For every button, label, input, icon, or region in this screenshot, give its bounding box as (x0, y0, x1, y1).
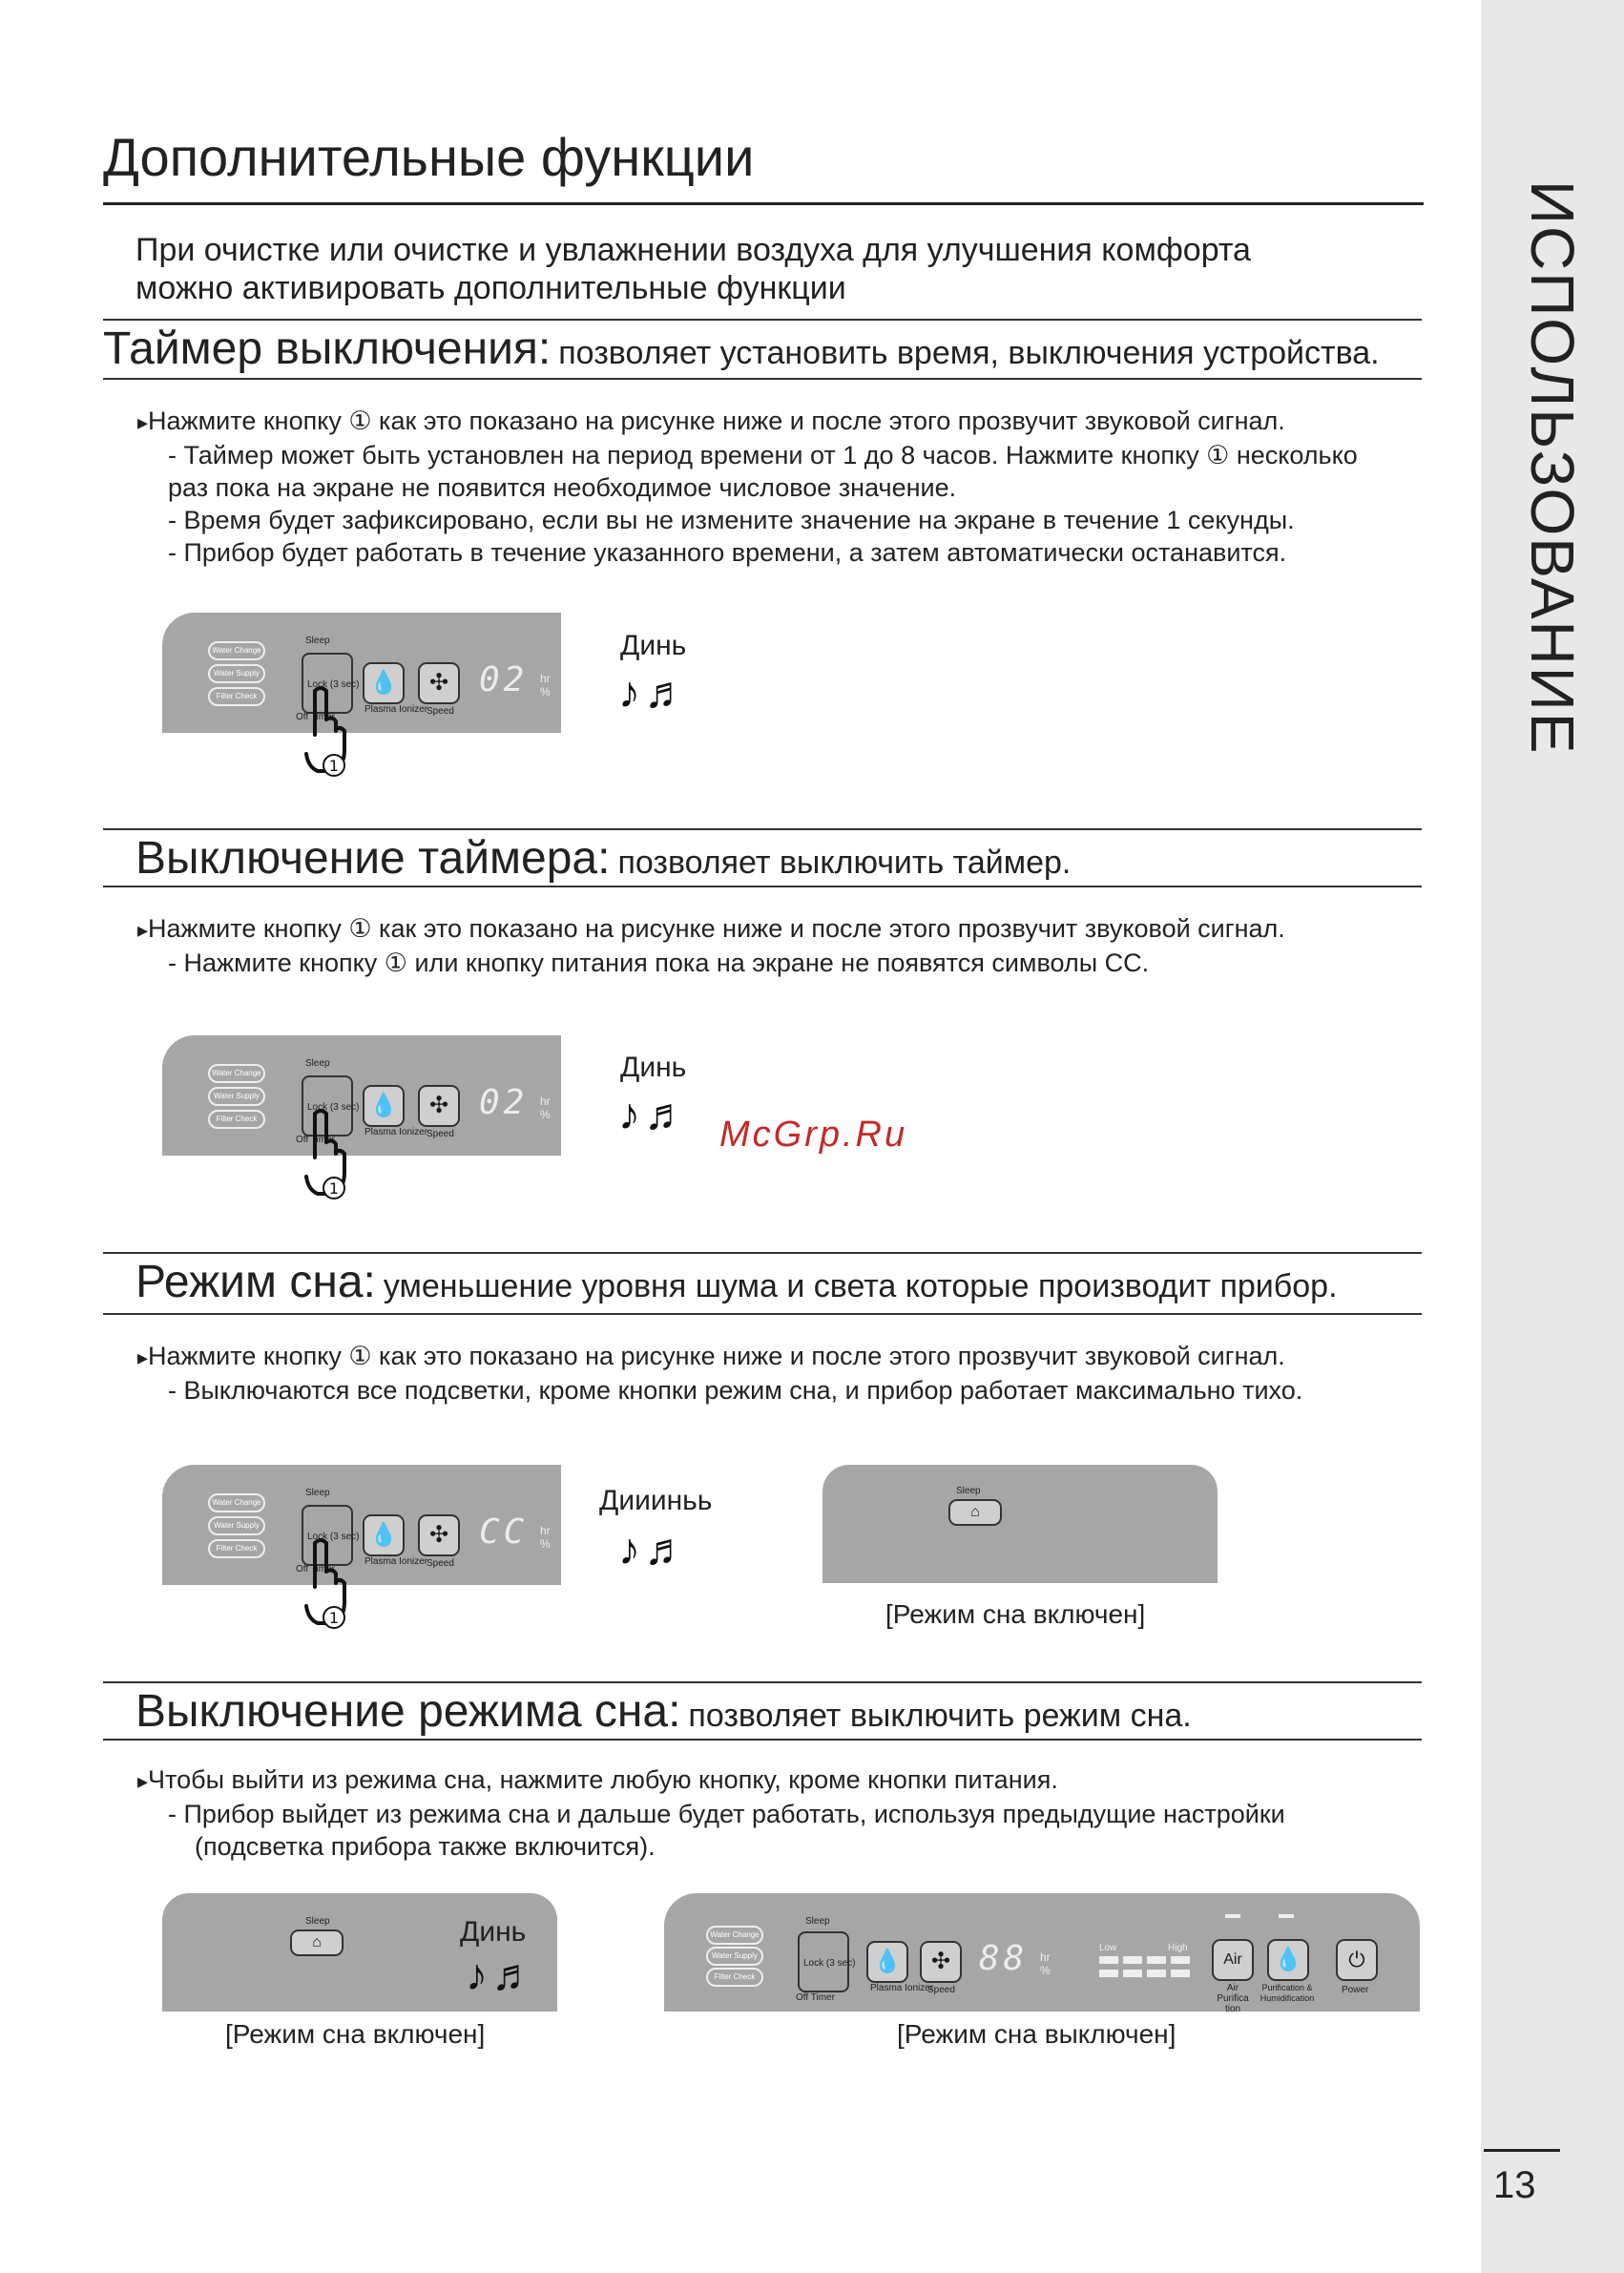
speed-label: Speed (427, 1558, 454, 1569)
sound-label: Диииньь (599, 1485, 713, 1516)
lock-label: Lock (3 sec) (803, 1958, 856, 1969)
sleep-button[interactable]: ⌂ (948, 1499, 1002, 1526)
water-supply-indicator: Water Supply (208, 1516, 265, 1535)
timer-display: 02 (479, 1083, 529, 1122)
section-instructions: ▸ Чтобы выйти из режима сна, нажмите любую кнопку, кроме кнопки питания. - Прибор выйдет из режима сна и дальше будет работать, используя предыдущие настройки (подсветка прибора также включится). (137, 1763, 1285, 1863)
filter-check-indicator: Filter Check (208, 1110, 265, 1129)
filter-check-indicator: Filter Check (208, 1539, 265, 1558)
off-timer-label: Off Timer (296, 1135, 335, 1145)
svg-text:1: 1 (328, 1609, 340, 1627)
music-notes-icon: ♪♬ (618, 1524, 692, 1574)
water-supply-indicator: Water Supply (706, 1947, 763, 1966)
music-notes-icon: ♪♬ (618, 667, 692, 717)
plasma-label: Plasma Ionizer (364, 1556, 428, 1567)
music-notes-icon: ♪♬ (466, 1950, 539, 1999)
off-timer-label: Off Timer (296, 1564, 335, 1574)
section-heading-off-timer: Таймер выключения: позволяет установить время, выключения устройства. (103, 323, 1380, 374)
humidification-button[interactable]: 💧 (1267, 1939, 1309, 1981)
sleep-on-caption: [Режим сна включен] (885, 1599, 1146, 1629)
humid-mode-led (1279, 1914, 1294, 1918)
section-rule (103, 828, 1422, 830)
page-number: 13 (1493, 2164, 1536, 2206)
water-change-indicator: Water Change (208, 641, 265, 660)
sleep-label: Sleep (305, 1916, 330, 1927)
lock-label: Lock (3 sec) (307, 1102, 360, 1113)
hr-percent-label: hr % (540, 672, 551, 699)
sleep-label: Sleep (305, 1058, 330, 1069)
water-supply-indicator: Water Supply (208, 1087, 265, 1106)
section-instructions: ▸ Нажмите кнопку ① как это показано на рисунке ниже и после этого прозвучит звуковой сигнал. - Таймер может быть установлен на период времени от 1 до 8 часов. Нажмите кнопку ① несколько раз пока на экране не появится необходимое числовое значение. - Время будет зафиксировано, если вы не измените значение на экране в течение 1 секунды. - Прибор будет работать в течение указанного времени, а затем автоматически останавится. (137, 405, 1358, 569)
control-panel (162, 1465, 561, 1585)
hr-percent-label: hr % (540, 1524, 551, 1551)
speed-label: Speed (427, 706, 454, 717)
lock-label: Lock (3 sec) (307, 1532, 360, 1542)
sound-label: Динь (460, 1916, 527, 1948)
section-rule (103, 886, 1422, 887)
filter-check-indicator: Filter Check (706, 1968, 763, 1987)
timer-display: 02 (479, 660, 529, 699)
section-heading-sleep-mode: Режим сна: уменьшение уровня шума и света которые производит прибор. (135, 1257, 1338, 1307)
power-label: Power (1342, 1985, 1369, 1995)
sleep-on-caption: [Режим сна включен] (225, 2019, 486, 2049)
speed-button[interactable]: ✣ (418, 1085, 460, 1127)
music-notes-icon: ♪♬ (618, 1089, 692, 1138)
pointing-hand-icon (302, 1535, 359, 1631)
filter-check-indicator: Filter Check (208, 687, 265, 706)
water-supply-indicator: Water Supply (208, 664, 265, 683)
chapter-title: ИСПОЛЬЗОВАНИЕ (1518, 179, 1587, 756)
section-instructions: ▸ Нажмите кнопку ① как это показано на рисунке ниже и после этого прозвучит звуковой сигнал. - Выключаются все подсветки, кроме кнопки режим сна, и прибор работает максимально тихо. (137, 1340, 1302, 1407)
title-rule (103, 202, 1424, 205)
sleep-off-caption: [Режим сна выключен] (897, 2019, 1176, 2049)
section-heading-cancel-timer: Выключение таймера: позволяет выключить таймер. (135, 833, 1072, 884)
plasma-button[interactable]: 💧 (363, 662, 405, 704)
air-purification-button[interactable]: Air (1212, 1939, 1254, 1981)
speed-button[interactable]: ✣ (418, 662, 460, 704)
section-rule (103, 1252, 1422, 1254)
section-instructions: ▸ Нажмите кнопку ① как это показано на рисунке ниже и после этого прозвучит звуковой сигнал. - Нажмите кнопку ① или кнопку питания пока на экране не появятся символы CC. (137, 912, 1285, 979)
sound-label: Динь (620, 630, 687, 661)
humidification-label: Purification & Humidification (1260, 1983, 1315, 2003)
timer-display: 88 (979, 1939, 1029, 1978)
section-rule (103, 1313, 1422, 1315)
section-rule (103, 1681, 1422, 1683)
sleep-label: Sleep (805, 1916, 830, 1927)
humidity-level-bar (1099, 1970, 1191, 1977)
control-panel (162, 613, 561, 733)
plasma-button[interactable]: 💧 (866, 1941, 908, 1983)
watermark: McGrp.Ru (719, 1115, 908, 1155)
speed-high-label: High (1168, 1943, 1188, 1953)
full-control-panel (664, 1893, 1420, 2012)
air-purification-label: Air Purifica tion (1217, 1983, 1249, 2014)
plasma-label: Plasma Ionizer (364, 1127, 428, 1137)
sleep-mode-panel (822, 1465, 1218, 1583)
off-timer-label: Off Timer (796, 1992, 835, 2003)
sleep-mode-panel (162, 1893, 557, 2012)
air-mode-led (1225, 1914, 1240, 1918)
sleep-label: Sleep (956, 1486, 981, 1496)
sleep-label: Sleep (305, 1488, 330, 1498)
plasma-button[interactable]: 💧 (363, 1514, 405, 1556)
speed-label: Speed (927, 1985, 955, 1995)
section-rule (103, 1739, 1422, 1741)
page-title: Дополнительные функции (103, 127, 755, 187)
sleep-label: Sleep (305, 636, 330, 646)
control-panel (162, 1035, 561, 1156)
water-change-indicator: Water Change (706, 1926, 763, 1945)
intro-text: При очистке или очистке и увлажнении воздуха для улучшения комфорта можно активировать дополнительные функции (135, 232, 1251, 306)
water-change-indicator: Water Change (208, 1064, 265, 1083)
section-rule (103, 378, 1422, 380)
section-rule (103, 319, 1422, 321)
pointing-hand-icon (302, 683, 359, 779)
speed-low-label: Low (1099, 1943, 1117, 1953)
power-button[interactable]: ⏻ (1336, 1939, 1378, 1981)
timer-display: CC (479, 1512, 529, 1552)
svg-text:1: 1 (328, 757, 340, 775)
plasma-label: Plasma Ionizer (364, 704, 428, 715)
svg-text:1: 1 (328, 1179, 340, 1198)
off-timer-label: Off Timer (296, 712, 335, 722)
hr-percent-label: hr % (1040, 1950, 1051, 1977)
water-change-indicator: Water Change (208, 1493, 265, 1512)
sleep-button[interactable]: ⌂ (290, 1929, 344, 1956)
speed-label: Speed (427, 1129, 454, 1139)
speed-button[interactable]: ✣ (920, 1941, 962, 1983)
plasma-label: Plasma Ionizer (870, 1983, 934, 1993)
hr-percent-label: hr % (540, 1095, 551, 1121)
sound-label: Динь (620, 1052, 687, 1083)
pointing-hand-icon (302, 1106, 359, 1201)
speed-level-bar (1099, 1956, 1191, 1964)
section-heading-cancel-sleep: Выключение режима сна: позволяет выключить режим сна. (135, 1686, 1192, 1737)
page-number-rule (1484, 2149, 1560, 2152)
lock-label: Lock (3 sec) (307, 679, 360, 690)
speed-button[interactable]: ✣ (418, 1514, 460, 1556)
plasma-button[interactable]: 💧 (363, 1085, 405, 1127)
